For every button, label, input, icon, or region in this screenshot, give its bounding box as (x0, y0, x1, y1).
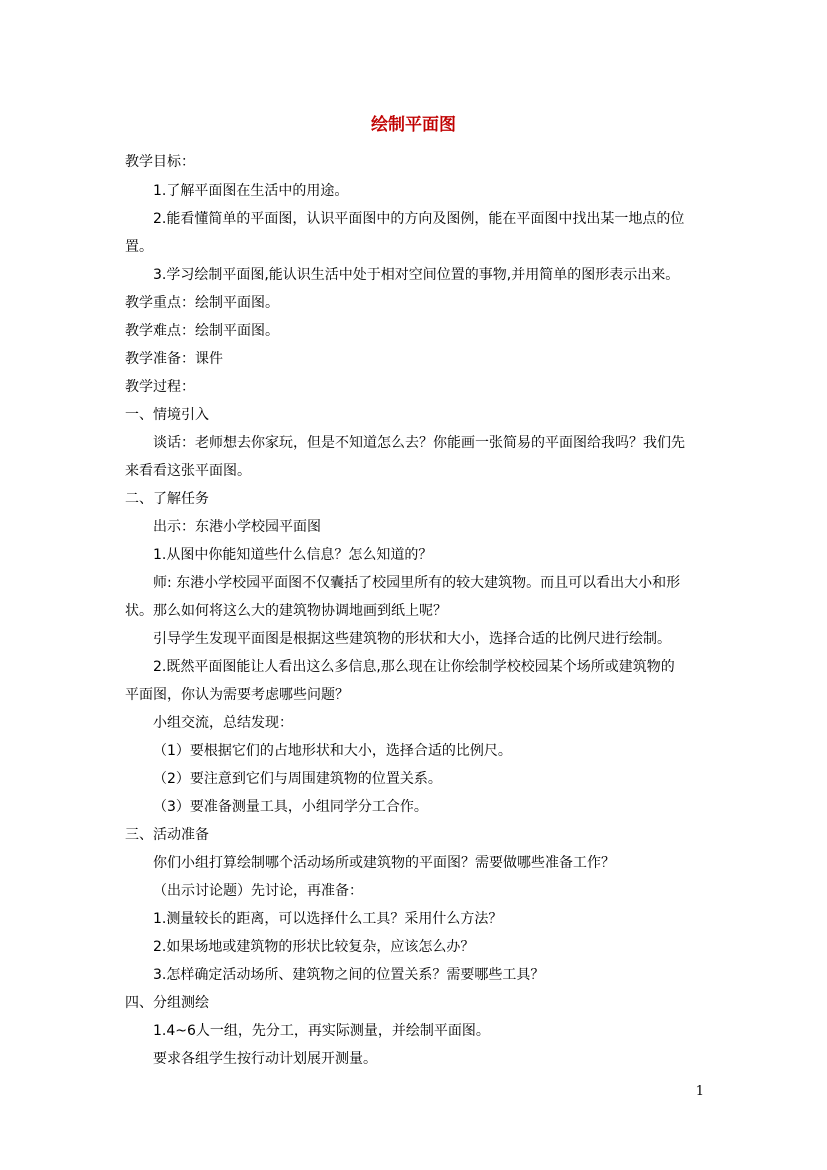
key-point: 教学重点：绘制平面图。 (125, 295, 279, 311)
objective-3: 3.学习绘制平面图,能认识生活中处于相对空间位置的事物,并用简单的图形表示出来。 (153, 267, 680, 283)
finding-3: （3）要准备测量工具，小组同学分工合作。 (153, 799, 428, 815)
objective-2: 2.能看懂简单的平面图，认识平面图中的方向及图例，能在平面图中找出某一地点的位 (153, 211, 685, 227)
finding-1: （1）要根据它们的占地形状和大小，选择合适的比例尺。 (153, 743, 512, 759)
question-2: 2.既然平面图能让人看出这么多信息,那么现在让你绘制学校校园某个场所或建筑物的 (153, 659, 675, 675)
guide-paragraph: 引导学生发现平面图是根据这些建筑物的形状和大小，选择合适的比例尺进行绘制。 (153, 631, 671, 647)
page-number: 1 (695, 1084, 704, 1099)
paragraph-show: 出示：东港小学校园平面图 (153, 519, 321, 535)
question-1: 1.从图中你能知道些什么信息？怎么知道的？ (153, 547, 433, 563)
discussion-intro: （出示讨论题）先讨论，再准备： (153, 883, 363, 899)
objective-2-cont: 置。 (125, 239, 153, 255)
teacher-paragraph-cont: 状。那么如何将这么大的建筑物协调地画到纸上呢？ (125, 603, 447, 619)
group-discussion: 小组交流，总结发现： (153, 715, 293, 731)
paragraph-talk: 谈话：老师想去你家玩，但是不知道怎么去？你能画一张简易的平面图给我吗？我们先 (153, 435, 685, 451)
discussion-1: 1.测量较长的距离，可以选择什么工具？采用什么方法？ (153, 911, 503, 927)
measurement-requirement: 要求各组学生按行动计划展开测量。 (153, 1051, 377, 1067)
objective-1: 1.了解平面图在生活中的用途。 (153, 183, 349, 199)
preparation: 教学准备：课件 (125, 351, 223, 367)
difficult-point: 教学难点：绘制平面图。 (125, 323, 279, 339)
activity-question: 你们小组打算绘制哪个活动场所或建筑物的平面图？需要做哪些准备工作？ (153, 855, 615, 871)
question-2-cont: 平面图，你认为需要考虑哪些问题？ (125, 687, 349, 703)
discussion-2: 2.如果场地或建筑物的形状比较复杂，应该怎么办？ (153, 939, 475, 955)
section-objectives-heading: 教学目标： (125, 154, 195, 170)
section-4-heading: 四、分组测绘 (125, 995, 209, 1011)
process-heading: 教学过程： (125, 379, 195, 395)
document-title: 绘制平面图 (371, 115, 456, 135)
section-2-heading: 二、了解任务 (125, 491, 209, 507)
paragraph-talk-cont: 来看看这张平面图。 (125, 463, 251, 479)
section-3-heading: 三、活动准备 (125, 827, 209, 843)
discussion-3: 3.怎样确定活动场所、建筑物之间的位置关系？需要哪些工具？ (153, 967, 545, 983)
finding-2: （2）要注意到它们与周围建筑物的位置关系。 (153, 771, 442, 787)
section-1-heading: 一、情境引入 (125, 407, 209, 423)
teacher-paragraph: 师: 东港小学校园平面图不仅囊括了校园里所有的较大建筑物。而且可以看出大小和形 (153, 575, 681, 591)
grouping-instruction: 1.4~6人一组，先分工，再实际测量，并绘制平面图。 (153, 1023, 490, 1039)
